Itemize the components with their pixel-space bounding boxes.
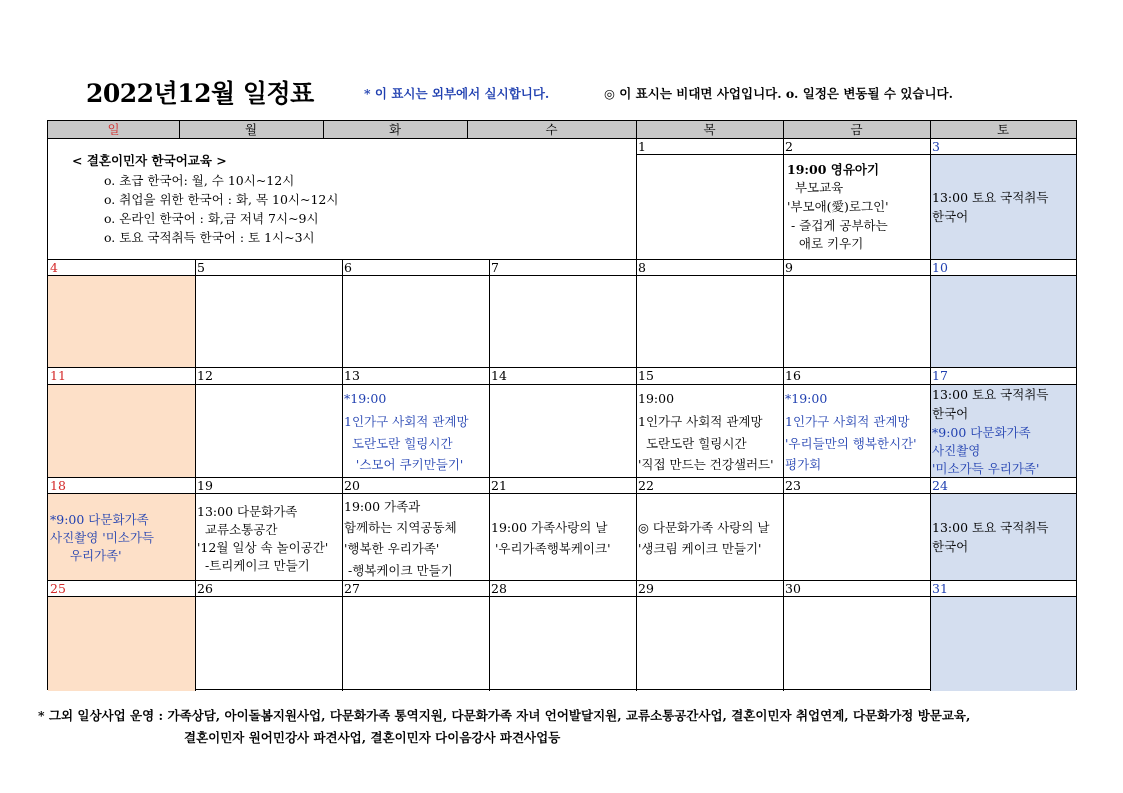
event-line: '행복한 우리가족' — [344, 541, 440, 556]
weekday-fri: 금 — [783, 121, 930, 139]
event-line: '부모애(愛)로그인' — [787, 199, 889, 214]
event-line: -트리케이크 만들기 — [197, 558, 310, 573]
event-line: '우리가족행복케이크' — [491, 541, 611, 556]
day-number: 7 — [491, 260, 499, 275]
page-header — [86, 74, 953, 114]
day-number: 13 — [344, 368, 360, 383]
event-line: '직접 만드는 건강샐러드' — [638, 457, 774, 472]
day-number: 6 — [344, 260, 352, 275]
day-number: 20 — [344, 478, 360, 493]
event-line: 도란도란 힐링시간 — [638, 436, 747, 451]
day-number: 27 — [344, 581, 360, 596]
weekday-thu: 목 — [636, 121, 783, 139]
event-line: *19:00 — [785, 391, 828, 406]
day-number: 1 — [638, 139, 646, 154]
day-number: 10 — [932, 260, 948, 275]
day-number: 18 — [50, 478, 66, 493]
korean-edu-title: < 결혼이민자 한국어교육 > — [72, 153, 227, 168]
footer-note — [38, 705, 970, 749]
day-number: 29 — [638, 581, 654, 596]
event-line: '우리들만의 행복한시간' — [785, 436, 917, 451]
event-line: '미소가득 우리가족' — [932, 461, 1040, 476]
event-line: '스모어 쿠키만들기' — [344, 457, 464, 472]
day-number: 25 — [50, 581, 66, 596]
event-line: 우리가족' — [50, 548, 122, 563]
event-line: *9:00 다문화가족 — [50, 512, 149, 527]
day-number: 5 — [197, 260, 205, 275]
day-number: 12 — [197, 368, 213, 383]
weekday-mon: 월 — [179, 121, 323, 139]
event-line: -행복케이크 만들기 — [344, 563, 453, 578]
korean-edu-line: o. 취업을 위한 한국어 : 화, 목 10시~12시 — [104, 192, 339, 207]
event-line: 한국어 — [932, 539, 969, 554]
event-line: 1인가구 사회적 관계망 — [785, 414, 910, 429]
cell-bg — [48, 275, 195, 367]
weekday-tue: 화 — [323, 121, 467, 139]
event-line: 1인가구 사회적 관계망 — [638, 414, 763, 429]
day-number: 22 — [638, 478, 654, 493]
cell-bg — [930, 597, 1076, 691]
weekday-sun: 일 — [48, 121, 179, 139]
event-line: 함께하는 지역공동체 — [344, 520, 457, 535]
note-remote: ◎ 이 표시는 비대면 사업입니다. o. 일정은 변동될 수 있습니다. — [604, 86, 953, 101]
note-outdoor: * 이 표시는 외부에서 실시합니다. — [364, 86, 550, 101]
day-number: 8 — [638, 260, 646, 275]
day-number: 14 — [491, 368, 507, 383]
day-number: 9 — [785, 260, 793, 275]
event-line: 19:00 — [638, 391, 675, 406]
weekday-sat: 토 — [930, 121, 1076, 139]
day-number: 4 — [50, 260, 58, 275]
title-year: 2022년 — [86, 79, 178, 108]
korean-edu-line: o. 토요 국적취득 한국어 : 토 1시~3시 — [104, 230, 315, 245]
korean-edu-line: o. 초급 한국어: 월, 수 10시~12시 — [104, 173, 295, 188]
event-line: 19:00 가족과 — [344, 499, 421, 514]
event-line: 평가회 — [785, 457, 822, 472]
day-number: 31 — [932, 581, 948, 596]
cell-bg — [48, 597, 195, 691]
event-line: ◎ 다문화가족 사랑의 날 — [638, 520, 770, 535]
weekday-wed: 수 — [467, 121, 636, 139]
day-number: 19 — [197, 478, 213, 493]
day-number: 28 — [491, 581, 507, 596]
day-number: 17 — [932, 368, 948, 383]
event-line: 13:00 토요 국적취득 — [932, 520, 1049, 535]
event-line: 13:00 토요 국적취득 — [932, 387, 1049, 402]
korean-edu-line: o. 온라인 한국어 : 화,금 저녁 7시~9시 — [104, 211, 319, 226]
day-number: 15 — [638, 368, 654, 383]
day-number: 11 — [50, 368, 66, 383]
event-line: 사진촬영 '미소가득 — [50, 530, 155, 545]
footer-line: * 그외 일상사업 운영 : 가족상담, 아이돌봄지원사업, 다문화가족 통역지원, 다문화가족 자녀 언어발달지원, 교류소통공간사업, 결혼이민자 취업연계, 다문화가정 방문교육, — [38, 708, 971, 723]
day-number: 23 — [785, 478, 801, 493]
footer-line: 결혼이민자 원어민강사 파견사업, 결혼이민자 다이음강사 파견사업등 — [184, 730, 561, 745]
calendar-table — [47, 120, 1077, 690]
event-line: 1인가구 사회적 관계망 — [344, 414, 469, 429]
event-line: '12월 일상 속 놀이공간' — [197, 540, 329, 555]
cell-bg — [48, 385, 195, 477]
event-line: *19:00 — [344, 391, 387, 406]
event-line: - 즐겁게 공부하는 — [787, 218, 888, 233]
event-line: *9:00 다문화가족 — [932, 425, 1031, 440]
event-line: 사진촬영 — [932, 443, 981, 458]
day-number: 30 — [785, 581, 801, 596]
day-number: 2 — [785, 139, 793, 154]
event-line: 도란도란 힐링시간 — [344, 436, 453, 451]
title-month: 12월 일정표 — [177, 79, 314, 108]
day-number: 3 — [932, 139, 940, 154]
event-line: 한국어 — [932, 406, 969, 421]
event-line: 13:00 토요 국적취득 — [932, 190, 1049, 205]
day-number: 26 — [197, 581, 213, 596]
event-line: 13:00 다문화가족 — [197, 504, 298, 519]
day-number: 21 — [491, 478, 507, 493]
cell-bg — [930, 275, 1076, 367]
event-line: 교류소통공간 — [197, 522, 278, 537]
event-line: 애로 키우기 — [787, 236, 864, 251]
day-number: 24 — [932, 478, 948, 493]
event-line: 한국어 — [932, 209, 969, 224]
event-line: 19:00 영유아기 — [787, 162, 880, 177]
event-line: '생크림 케이크 만들기' — [638, 541, 762, 556]
day-number: 16 — [785, 368, 801, 383]
event-line: 부모교육 — [787, 180, 844, 195]
event-line: 19:00 가족사랑의 날 — [491, 520, 608, 535]
